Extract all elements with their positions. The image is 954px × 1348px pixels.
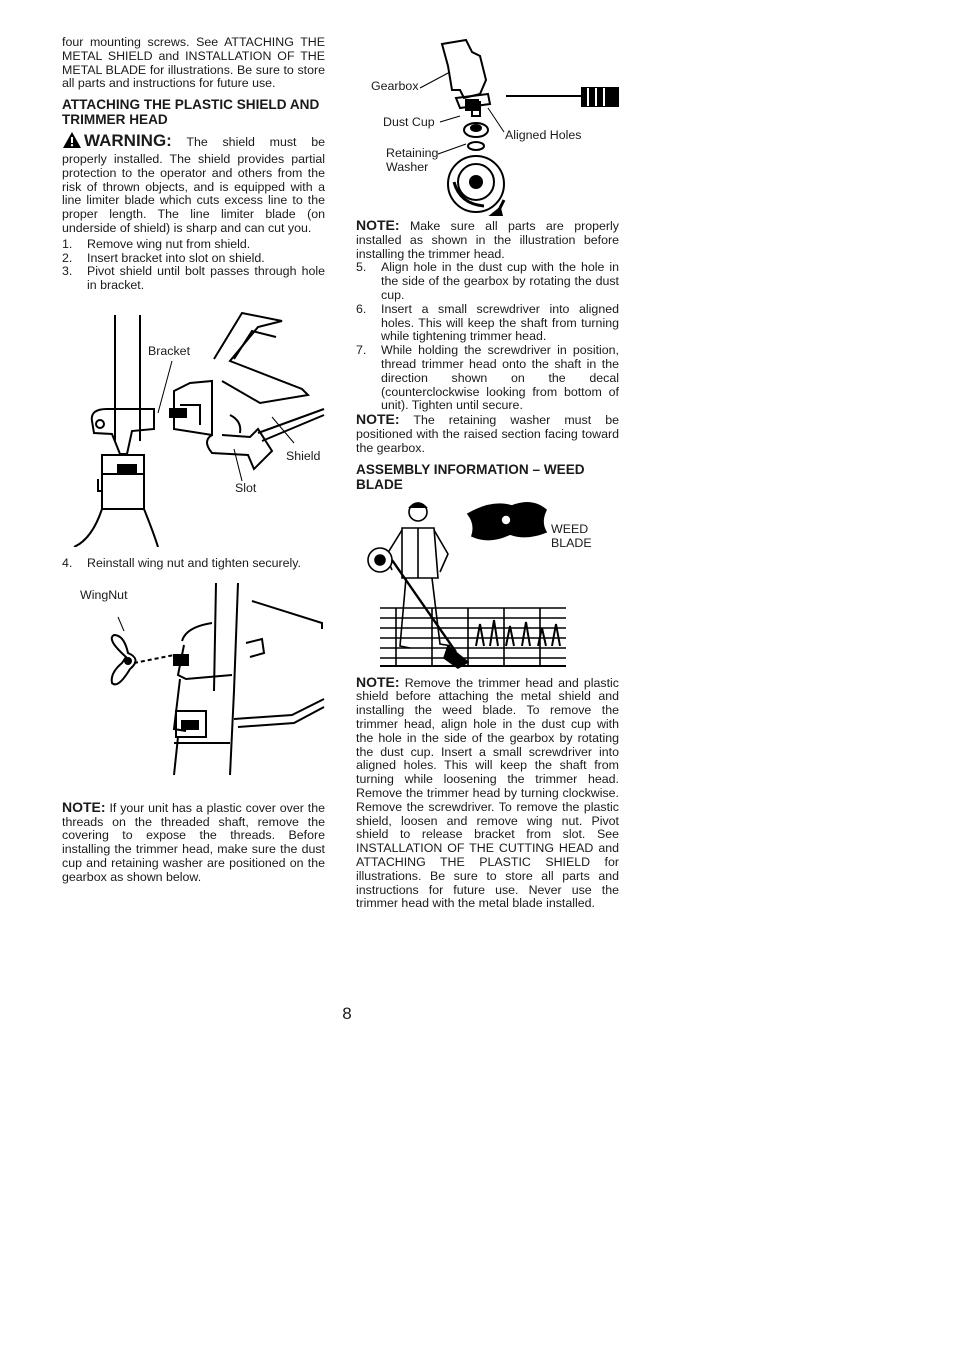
- note-paragraph: [62, 798, 325, 885]
- figure-bracket-shield: [62, 309, 325, 547]
- label-blade: BLADE: [551, 535, 592, 550]
- list-item: 5. Align hole in the dust cup with the hole in the side of the gearbox by rotating the dust cup.: [356, 260, 619, 302]
- label-wingnut: WingNut: [80, 587, 128, 602]
- list-item: 7. While holding the screwdriver in position, thread trimmer head onto the shaft in the direction shown on the decal (counterclockwise looking from bottom of unit). Tighten until secure.: [356, 343, 619, 413]
- list-item: 3. Pivot shield until bolt passes through hole in bracket.: [62, 264, 325, 293]
- figure-gearbox-assembly: [356, 36, 619, 216]
- warning-label: WARNING:: [84, 131, 172, 151]
- figure-wing-nut: [62, 579, 325, 787]
- label-weed: WEED: [551, 521, 589, 536]
- label-shield: Shield: [286, 448, 321, 463]
- note-text: Make sure all parts are properly installed as shown in the illustration before installing the trimmer head.: [356, 219, 619, 261]
- note-text: If your unit has a plastic cover over the threads on the threaded shaft, remove the covering to expose the threads. Before installing the trimmer head, make sure the dust cup and retaining washer are positioned on the gearbox as shown below.: [62, 800, 325, 884]
- wing-nut-illustration: [62, 579, 325, 787]
- label-gearbox: Gearbox: [371, 79, 419, 93]
- bracket-shield-illustration: [62, 309, 325, 547]
- steps-list-4: [62, 557, 325, 571]
- note-label: NOTE:: [356, 673, 400, 690]
- note-label: NOTE:: [356, 411, 400, 428]
- right-column: [356, 36, 619, 911]
- figure-weed-blade: [356, 496, 619, 674]
- label-dust-cup: Dust Cup: [383, 115, 435, 129]
- list-item: 6. Insert a small screwdriver into aligned holes. This will keep the shaft from turning while tightening trimmer head.: [356, 301, 619, 344]
- note-text: Remove the trimmer head and plastic shield before attaching the metal shield and installing the weed blade. To remove the trimmer head, align hole in the dust cup with the hole in the side of the gearbox by rotating the dust cup. Insert a small screwdriver into aligned holes. This will keep the shaft from turning while loosening the trimmer head. Remove the trimmer head by turning clockwise. Remove the screwdriver. To remove the plastic shield, loosen and remove wing nut. Pivot shield to release bracket from slot. See INSTALLATION OF THE CUTTING HEAD and ATTACHING THE PLASTIC SHIELD for illustrations. Be sure to store all parts and instructions for future use. Never use the trimmer head with the metal blade installed.: [356, 675, 619, 911]
- page-number: 8: [342, 1004, 352, 1023]
- note-paragraph-2: [356, 413, 619, 455]
- label-slot: Slot: [235, 480, 257, 495]
- list-item: 2. Insert bracket into slot on shield.: [62, 250, 265, 265]
- note-text: The retaining washer must be positioned with the raised section facing toward the gearbox.: [356, 413, 620, 455]
- label-washer: Washer: [386, 160, 429, 174]
- label-retaining: Retaining: [386, 146, 439, 160]
- list-item: 1. Remove wing nut from shield.: [62, 236, 251, 251]
- section-heading-plastic-shield: ATTACHING THE PLASTIC SHIELD AND TRIMMER HEAD: [62, 97, 320, 128]
- steps-list-5-7: [356, 261, 619, 413]
- note-paragraph-3: [356, 673, 619, 912]
- note-paragraph-1: [356, 219, 619, 261]
- section-heading-weed-blade: ASSEMBLY INFORMATION – WEED BLADE: [356, 461, 585, 492]
- warning-text: The shield must be properly installed. The shield provides partial protection to the operator and others from the risk of thrown objects, and is equipped with a line limiter blade which cuts excess line to the proper length. The line limiter blade (on underside of shield) is sharp and can cut you.: [62, 135, 326, 235]
- warning-triangle-icon: [62, 131, 82, 153]
- left-column: [62, 36, 325, 885]
- list-item: 4. Reinstall wing nut and tighten securely.: [62, 555, 301, 570]
- intro-paragraph: four mounting screws. See ATTACHING THE METAL SHIELD and INSTALLATION OF THE METAL BLADE for illustrations. Be sure to store all parts and instructions for future use.: [62, 35, 325, 91]
- label-bracket: Bracket: [148, 343, 191, 358]
- label-aligned-holes: Aligned Holes: [505, 128, 582, 142]
- note-label: NOTE:: [62, 798, 106, 815]
- steps-list-1-3: [62, 238, 325, 293]
- note-label: NOTE:: [356, 217, 400, 233]
- warning-paragraph: [62, 131, 325, 236]
